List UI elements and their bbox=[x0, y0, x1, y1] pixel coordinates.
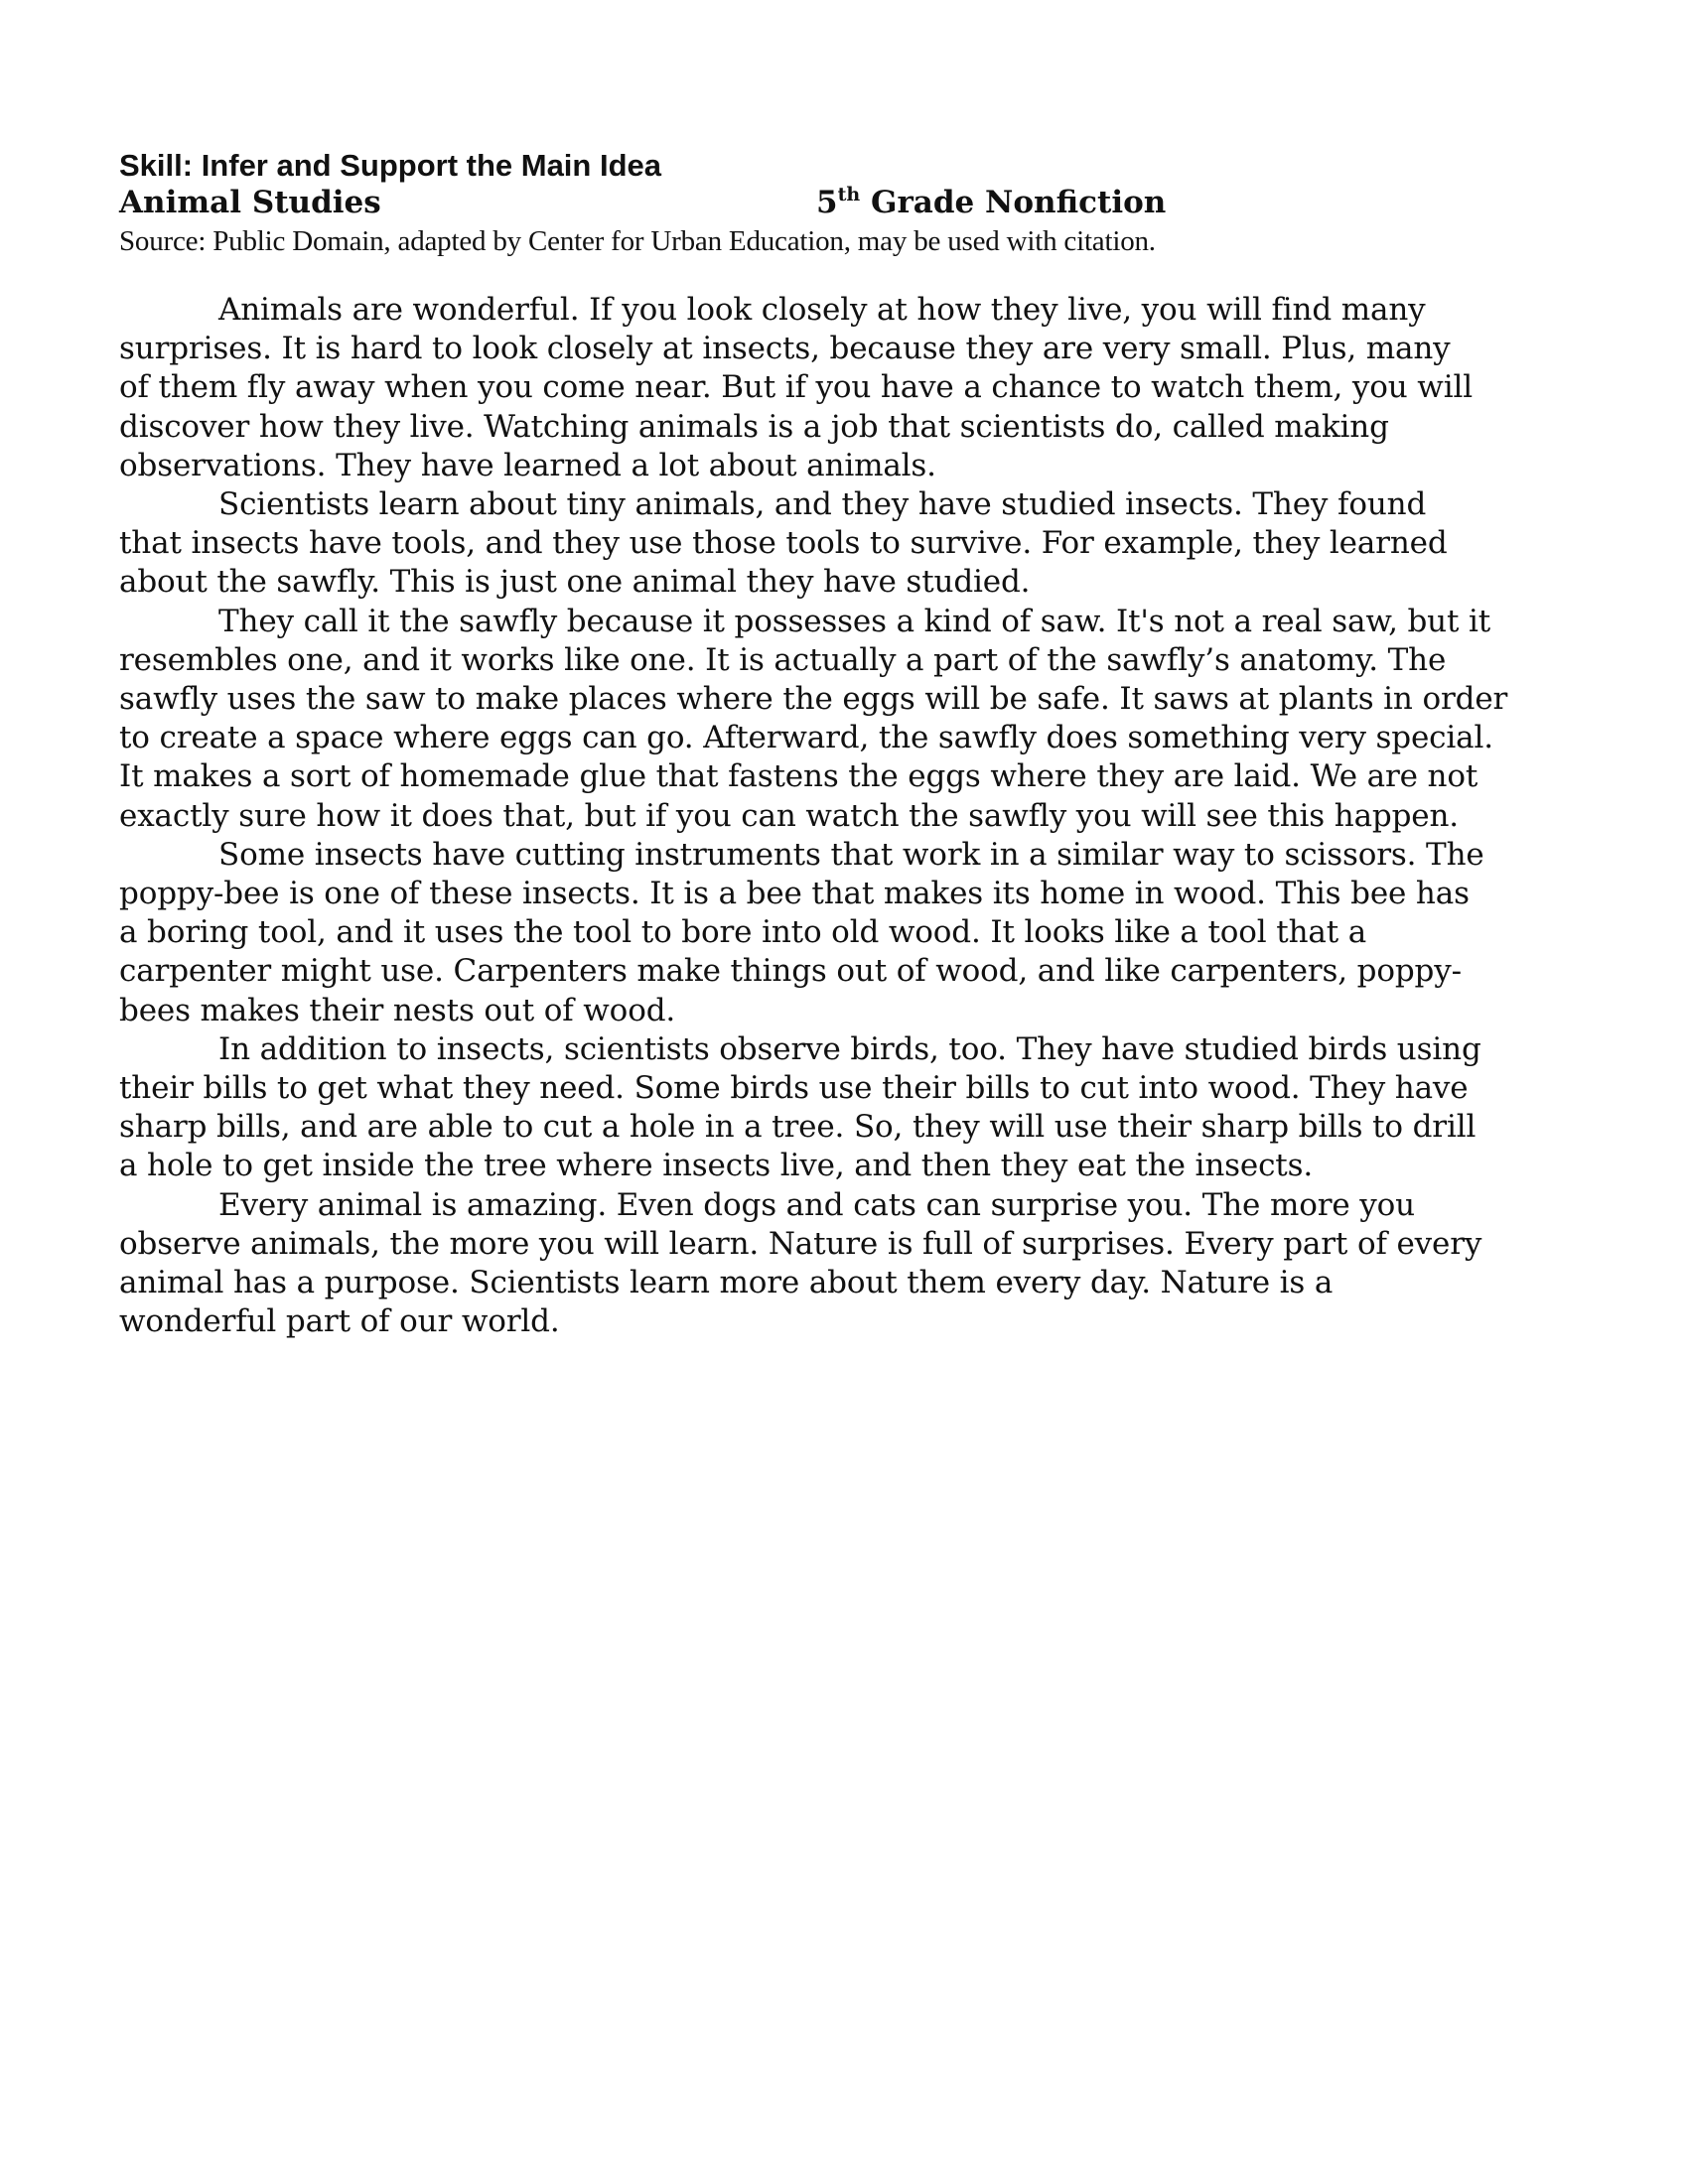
skill-heading: Skill: Infer and Support the Main Idea bbox=[119, 148, 661, 183]
text-line: a hole to get inside the tree where insects live, and then they eat the insects. bbox=[119, 1148, 1314, 1184]
text-line: carpenter might use. Carpenters make things out of wood, and like carpenters, poppy- bbox=[119, 953, 1462, 990]
paragraph-2 bbox=[119, 485, 1589, 603]
text-line: a boring tool, and it uses the tool to bore into old wood. It looks like a tool that a bbox=[119, 914, 1367, 951]
text-line: It makes a sort of homemade glue that fastens the eggs where they are laid. We are not bbox=[119, 758, 1478, 795]
text-line: observations. They have learned a lot about animals. bbox=[119, 447, 936, 483]
text-line: poppy-bee is one of these insects. It is a bee that makes its home in wood. This bee has bbox=[119, 876, 1470, 912]
text-line: resembles one, and it works like one. It is actually a part of the sawfly’s anatomy. The bbox=[119, 641, 1447, 678]
paragraph-3 bbox=[119, 603, 1589, 836]
grade-label bbox=[816, 184, 1166, 221]
text-line: They call it the sawfly because it possesses a kind of saw. It's not a real saw, but it bbox=[218, 603, 1491, 639]
text-line: animal has a purpose. Scientists learn more about them every day. Nature is a bbox=[119, 1265, 1334, 1301]
paragraph-5 bbox=[119, 1030, 1589, 1186]
source-line: Source: Public Domain, adapted by Center for Urban Education, may be used with citation. bbox=[119, 225, 1156, 257]
text-line: that insects have tools, and they use those tools to survive. For example, they learned bbox=[119, 525, 1448, 562]
text-line: about the sawfly. This is just one animal they have studied. bbox=[119, 564, 1031, 601]
title-row bbox=[119, 184, 1589, 221]
document-page bbox=[119, 147, 1589, 1341]
text-line: Every animal is amazing. Even dogs and cats can surprise you. The more you bbox=[218, 1186, 1415, 1223]
document-title: Animal Studies bbox=[119, 185, 381, 220]
text-line: In addition to insects, scientists observe birds, too. They have studied birds using bbox=[218, 1030, 1481, 1067]
text-line: surprises. It is hard to look closely at insects, because they are very small. Plus, many bbox=[119, 331, 1451, 367]
text-line: of them fly away when you come near. But if you have a chance to watch them, you will bbox=[119, 369, 1473, 406]
paragraph-1 bbox=[119, 291, 1589, 485]
paragraph-6 bbox=[119, 1186, 1589, 1342]
text-line: sharp bills, and are able to cut a hole in a tree. So, they will use their sharp bills to drill bbox=[119, 1109, 1477, 1146]
paragraph-4 bbox=[119, 836, 1589, 1030]
text-line: exactly sure how it does that, but if you can watch the sawfly you will see this happen. bbox=[119, 797, 1459, 834]
text-line: sawfly uses the saw to make places where the eggs will be safe. It saws at plants in order bbox=[119, 681, 1508, 718]
article-body bbox=[119, 291, 1589, 1341]
text-line: Scientists learn about tiny animals, and they have studied insects. They found bbox=[218, 486, 1427, 523]
text-line: wonderful part of our world. bbox=[119, 1303, 560, 1340]
text-line: Animals are wonderful. If you look closely at how they live, you will find many bbox=[218, 292, 1426, 328]
text-line: to create a space where eggs can go. Afterward, the sawfly does something very special. bbox=[119, 720, 1493, 756]
grade-suffix: th bbox=[837, 184, 861, 205]
grade-number: 5 bbox=[816, 185, 838, 220]
text-line: their bills to get what they need. Some birds use their bills to cut into wood. They have bbox=[119, 1070, 1469, 1107]
grade-text: Grade Nonfiction bbox=[860, 185, 1167, 220]
text-line: bees makes their nests out of wood. bbox=[119, 992, 676, 1028]
text-line: Some insects have cutting instruments that work in a similar way to scissors. The bbox=[218, 836, 1484, 873]
text-line: discover how they live. Watching animals is a job that scientists do, called making bbox=[119, 408, 1389, 445]
text-line: observe animals, the more you will learn. Nature is full of surprises. Every part of every bbox=[119, 1225, 1482, 1262]
